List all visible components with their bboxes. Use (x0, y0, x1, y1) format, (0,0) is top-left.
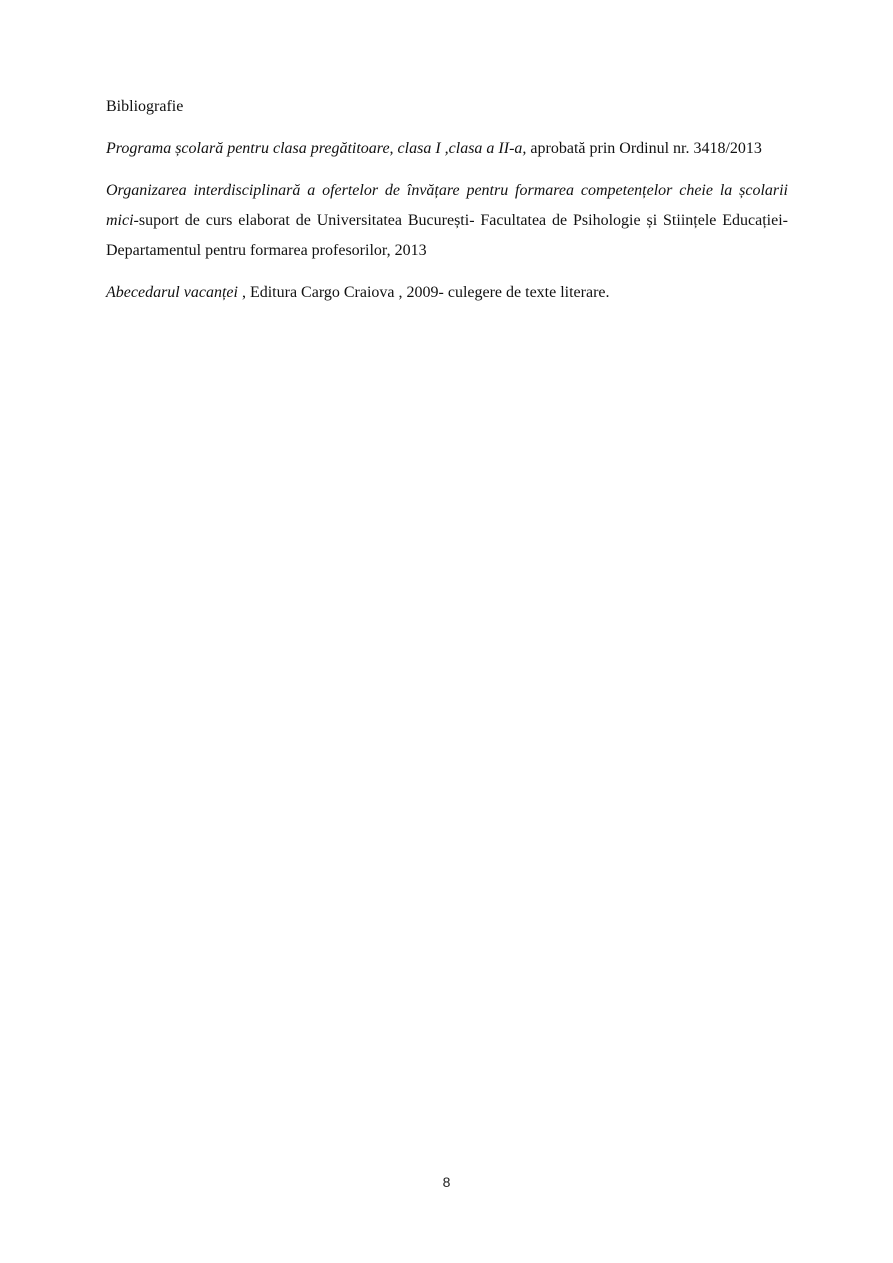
entry-details: -suport de curs elaborat de Universitatea București- Facultatea de Psihologie și Stiințele Educației-Departamentul pentru formarea profesorilor, 2013 (106, 212, 788, 259)
bibliography-entry (106, 176, 788, 266)
bibliography-entry (106, 134, 788, 164)
entry-title: Organizarea interdisciplinară a ofertelor de învățare pentru formarea competențelor cheie la școlarii mici (106, 182, 788, 229)
entry-details: aprobată prin Ordinul nr. 3418/2013 (526, 140, 762, 157)
bibliography-heading: Bibliografie (106, 98, 184, 115)
page-number: 8 (442, 1174, 451, 1190)
page-content (106, 92, 788, 320)
bibliography-entry (106, 278, 788, 308)
entry-title: Abecedarul vacanței (106, 284, 238, 301)
entry-details: , Editura Cargo Craiova , 2009- culegere de texte literare. (237, 284, 610, 301)
entry-title: Programa școlară pentru clasa pregătitoare, clasa I ,clasa a II-a, (106, 140, 527, 157)
